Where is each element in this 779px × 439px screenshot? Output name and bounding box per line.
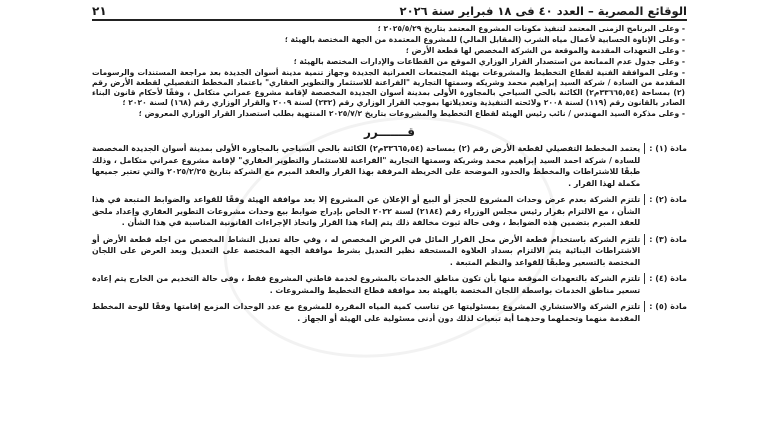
article-label: مادة (٣) :: [644, 234, 687, 245]
article-label: مادة (١) :: [644, 143, 687, 154]
article-text: تلتزم الشركة بالتعهدات الموقعة منها بأن تكون مناطق الخدمات بالمشروع لخدمة قاطني المشروع فقط ، وفى حالة التخديم من الخارج يتم إعادة تسعير مناطق الخدمات بواسطة اللجان المختصة بالهيئة بعد موافقة قطاع التخطيط والمشروعات .: [92, 274, 641, 295]
article-text: تلتزم الشركة باستخدام قطعة الأرض محل القرار المائل في الغرض المخصص له ، وفي حالة تعديل النشاط المخصص من اجله قطعة الأرض أو الاشتراطات البنائية يتم الالتزام بسداد العلاوة المستحقة نظير التعديل بشرط موافقة الجهة المختصة على التعديل وبعد العرض على اللجان المختصة بالتسعير وطبقًا للقواعد والنظم المتبعة .: [92, 234, 641, 267]
preamble-item: - وعلى الإتاوة الحسابية لأعمال مياه الشرب (المقابل المالي) للمشروع المعتمدة من الجهة المختصة بالهيئة ؛: [92, 35, 687, 45]
page-number: ٢١: [92, 4, 107, 18]
preamble-list: [92, 24, 687, 119]
article-label: مادة (٢) :: [644, 194, 687, 205]
article-label: مادة (٤) :: [644, 273, 687, 284]
page-header: [92, 4, 687, 21]
article-text: يعتمد المخطط التفصيلي لقطعة الأرض رقم (٢) بمساحة (٣٣٦٦٥,٥٤م٢) الكائنة بالحي السياحي بالمجاورة الأولى بمدينة أسوان الجديدة المخصصة للسادة / شركة احمد السيد إبراهيم محمد وشريكة وسمتها التجارية "الفراعنة للاستثمار والتطوير العقاري" لإقامة مشروع عمراني متكامل ، وذلك طبقًا للاشتراطات والمخطط والحدود الموضحة على الخريطة المرفقة بهذا القرار والعقد المبرم مع الشركة بتاريخ ٢٠٢٥/٢/٢٥ والتي تعتبر جميعها مكملة لهذا القرار .: [92, 144, 641, 188]
article-text: تلتزم الشركة بعدم عرض وحدات المشروع للحجز أو البيع أو الإعلان عن المشروع إلا بعد موافقة الهيئة وفقًا للقواعد والضوابط المتبعة في هذا الشأن ، مع الالتزام بقرار رئيس مجلس الوزراء رقم (٢١٨٤) لسنة ٢٠٢٢ الخاص بإدراج ضوابط بيع وحدات مشروعات التطوير العقاري وإعداد ملحق للعقد المبرم بتضمين هذه الضوابط ، وفى حالة ثبوت مخالفة ذلك يتم إلغاء هذا القرار واتخاذ الإجراءات القانونية المناسبة في هذا الشأن .: [92, 195, 641, 227]
preamble-item: - وعلى البرنامج الزمنى المعتمد لتنفيذ مكونات المشروع المعتمد بتاريخ ٢٠٢٥/٥/٢٩ ؛: [92, 24, 687, 34]
article-3: [92, 234, 687, 269]
decree-title: قـــــــرر: [364, 125, 415, 139]
article-5: [92, 301, 687, 324]
article-4: [92, 273, 687, 296]
article-2: [92, 194, 687, 229]
article-text: تلتزم الشركة والاستشاري المشروع بمسئوليتها عن تناسب كمية المياه المقررة للمشروع مع عدد الوحدات المزمع إقامتها وفقًا للوحة المخطط المقدمة منهما وتحملهما وحدهما أية تبعيات لذلك دون أدنى مسئولية على الهيئة أو الجهاز .: [92, 302, 641, 323]
preamble-item: - وعلى التعهدات المقدمة والموقعة من الشركة المخصص لها قطعة الأرض ؛: [92, 46, 687, 56]
preamble-item: - وعلى الموافقة الفنية لقطاع التخطيط والمشروعات بهيئة المجتمعات العمرانية الجديدة وجهاز تنمية مدينة أسوان الجديدة بعد مراجعة المستندات والرسومات المقدمة من السادة / شركة السيد إبراهيم محمد وشريكه وسمتها التجارية "الفراعنة للاستثمار والتطوير العقاري" باعتماد المخطط التفصيلي لقطعة الأرض رقم (٢) بمساحة (٣٣٦٦٥,٥٤م٢) الكائنة بالحي السياحي بالمجاورة الأولى بمدينة أسوان الجديدة المخصصة لإقامة مشروع عمراني متكامل ، وفقًا لأحكام قانون البناء الصادر بالقانون رقم (١١٩) لسنة ٢٠٠٨ ولائحته التنفيذية وتعديلاتها بموجب القرار الوزاري رقم (٢٣٢) لسنة ٢٠٠٩ والقرار الوزاري رقم (١٦٨) لسنة ٢٠٢٠ ؛: [92, 68, 687, 108]
article-1: [92, 143, 687, 189]
gazette-header-title: الوقائع المصرية – العدد ٤٠ فى ١٨ فبراير سنة ٢٠٢٦: [399, 4, 687, 18]
article-label: مادة (٥) :: [644, 301, 687, 312]
preamble-item: - وعلى جدول عدم الممانعة من استصدار القرار الوزاري الموقع من القطاعات والإدارات المختصة بالهيئة ؛: [92, 57, 687, 67]
preamble-item: - وعلى مذكرة السيد المهندس / نائب رئيس الهيئة لقطاع التخطيط والمشروعات بتاريخ ٢٠٢٥/٧/٢ المنتهية بطلب استصدار القرار الوزاري المعروض ؛: [92, 109, 687, 119]
